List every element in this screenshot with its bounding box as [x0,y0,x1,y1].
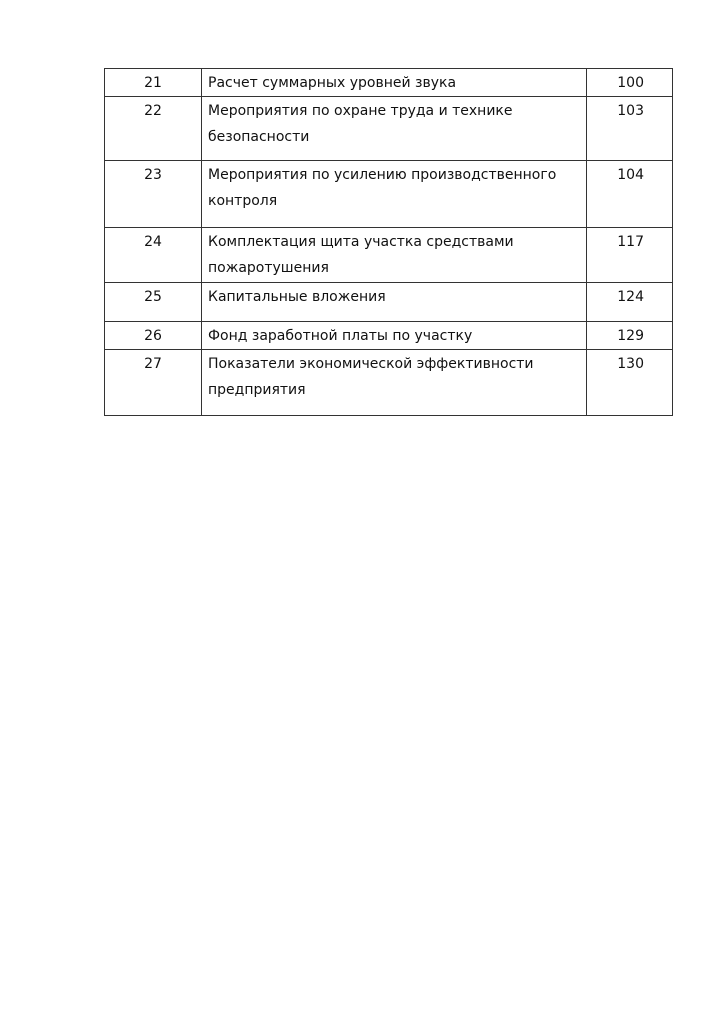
row-number: 25 [105,283,202,322]
table-row [105,322,673,350]
row-title: Мероприятия по охране труда и технике безопасности [202,97,587,161]
table-row [105,69,673,97]
row-page: 124 [587,283,673,322]
row-page: 100 [587,69,673,97]
toc-table [104,68,673,416]
row-title: Капитальные вложения [202,283,587,322]
row-page: 129 [587,322,673,350]
table-row [105,350,673,416]
row-page: 130 [587,350,673,416]
row-number: 26 [105,322,202,350]
row-title: Мероприятия по усилению производственного контроля [202,161,587,228]
row-title: Фонд заработной платы по участку [202,322,587,350]
row-title: Показатели экономической эффективности предприятия [202,350,587,416]
table-row [105,228,673,283]
table-row [105,283,673,322]
row-number: 23 [105,161,202,228]
row-title: Комплектация щита участка средствами пожаротушения [202,228,587,283]
row-title: Расчет суммарных уровней звука [202,69,587,97]
row-page: 103 [587,97,673,161]
table-row [105,97,673,161]
row-number: 27 [105,350,202,416]
row-page: 104 [587,161,673,228]
row-number: 21 [105,69,202,97]
row-page: 117 [587,228,673,283]
table-row [105,161,673,228]
row-number: 24 [105,228,202,283]
row-number: 22 [105,97,202,161]
